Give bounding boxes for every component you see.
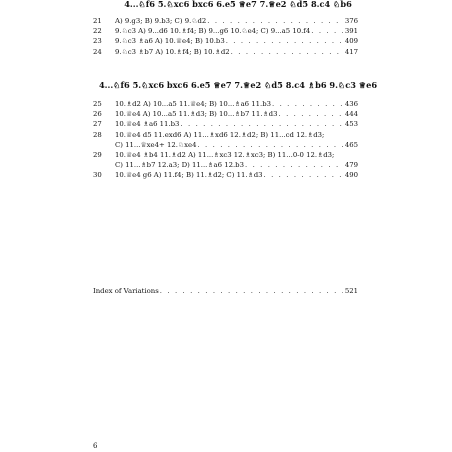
entry-text: C) 11...♗b7 12.a3; D) 11...♗a6 12.b3 xyxy=(115,161,244,170)
dot-leader xyxy=(226,36,343,46)
dot-leader xyxy=(160,286,343,296)
entry-number: 30 xyxy=(93,171,102,180)
dot-leader xyxy=(197,140,342,150)
toc-entry[interactable] xyxy=(93,16,358,26)
toc-entry-continuation[interactable] xyxy=(93,160,358,170)
entry-number: 23 xyxy=(93,37,102,46)
entry-number: 27 xyxy=(93,120,102,129)
entry-text: 9.♘c3 ♗a6 A) 10.♕e4; B) 10.b3 xyxy=(115,37,225,46)
toc-section-2 xyxy=(93,99,358,181)
entry-page: 409 xyxy=(344,37,358,46)
entry-text: 10.♕e4 g6 A) 11.f4; B) 11.♗d2; C) 11.♗d3 xyxy=(115,171,263,180)
entry-text: 10.♗d2 A) 10...a5 11.♕e4; B) 10...♗a6 11.b3 xyxy=(115,100,272,108)
dot-leader xyxy=(245,160,343,170)
section-heading-2: 4...♘f6 5.♘xc6 bxc6 6.e5 ♕e7 7.♕e2 ♘d5 8.c4 ♗b6 9.♘c3 ♕e6 xyxy=(98,80,378,90)
entry-number: 22 xyxy=(93,27,102,36)
entry-text: 9.♘c3 A) 9...d6 10.♗f4; B) 9...g6 10.♘e4; C) 9...a5 10.f4 xyxy=(115,27,311,36)
section-heading-1: 4...♘f6 5.♘xc6 bxc6 6.e5 ♕e7 7.♕e2 ♘d5 8.c4 ♘b6 xyxy=(124,0,352,9)
toc-entry[interactable] xyxy=(93,99,358,109)
toc-entry[interactable] xyxy=(93,36,358,46)
entry-number: 25 xyxy=(93,100,102,108)
toc-section-1 xyxy=(93,16,358,57)
entry-text: 10.♕e4 d5 11.exd6 A) 11...♗xd6 12.♗d2; B) 11...cd 12.♗d3; xyxy=(115,130,325,139)
index-label: Index of Variations xyxy=(93,287,159,295)
dot-leader xyxy=(278,109,342,119)
toc-entry[interactable] xyxy=(93,109,358,119)
index-of-variations-entry[interactable] xyxy=(93,286,358,296)
toc-entry[interactable] xyxy=(93,119,358,129)
index-page: 521 xyxy=(344,287,358,295)
entry-number: 21 xyxy=(93,17,102,25)
entry-page: 391 xyxy=(344,27,358,36)
entry-number: 24 xyxy=(93,47,102,56)
entry-text: C) 11...♕xe4+ 12.♘xe4 xyxy=(115,140,197,149)
entry-number: 26 xyxy=(93,110,102,119)
entry-page: 465 xyxy=(344,140,358,149)
entry-text: 10.♕e4 ♗a6 11.b3 xyxy=(115,120,180,129)
dot-leader xyxy=(231,47,343,57)
toc-entry[interactable] xyxy=(93,26,358,36)
toc-entry[interactable] xyxy=(93,47,358,57)
entry-page: 490 xyxy=(344,171,358,180)
dot-leader xyxy=(180,119,342,129)
toc-entry[interactable] xyxy=(93,150,358,160)
dot-leader xyxy=(207,16,343,26)
toc-entry[interactable] xyxy=(93,170,358,180)
entry-page: 453 xyxy=(344,120,358,129)
entry-text: A) 9.g3; B) 9.b3; C) 9.♘d2 xyxy=(115,17,207,25)
entry-page: 376 xyxy=(344,17,358,25)
dot-leader xyxy=(272,99,343,109)
entry-page: 479 xyxy=(344,161,358,170)
entry-text: 10.♕e4 ♗b4 11.♗d2 A) 11...♗xc3 12.♗xc3; B) 11...0-0 12.♗d3; xyxy=(115,150,335,159)
entry-page: 417 xyxy=(344,47,358,56)
page-number: 6 xyxy=(93,442,98,450)
entry-number: 28 xyxy=(93,130,102,139)
dot-leader xyxy=(264,170,343,180)
entry-text: 10.♕e4 A) 10...a5 11.♗d3; B) 10...♗b7 11.♗d3 xyxy=(115,110,278,119)
dot-leader xyxy=(311,26,343,36)
toc-entry[interactable] xyxy=(93,130,358,140)
entry-number: 29 xyxy=(93,150,102,159)
entry-page: 444 xyxy=(344,110,358,119)
entry-text: 9.♘c3 ♗b7 A) 10.♗f4; B) 10.♗d2 xyxy=(115,47,230,56)
toc-entry-continuation[interactable] xyxy=(93,140,358,150)
entry-page: 436 xyxy=(344,100,358,108)
